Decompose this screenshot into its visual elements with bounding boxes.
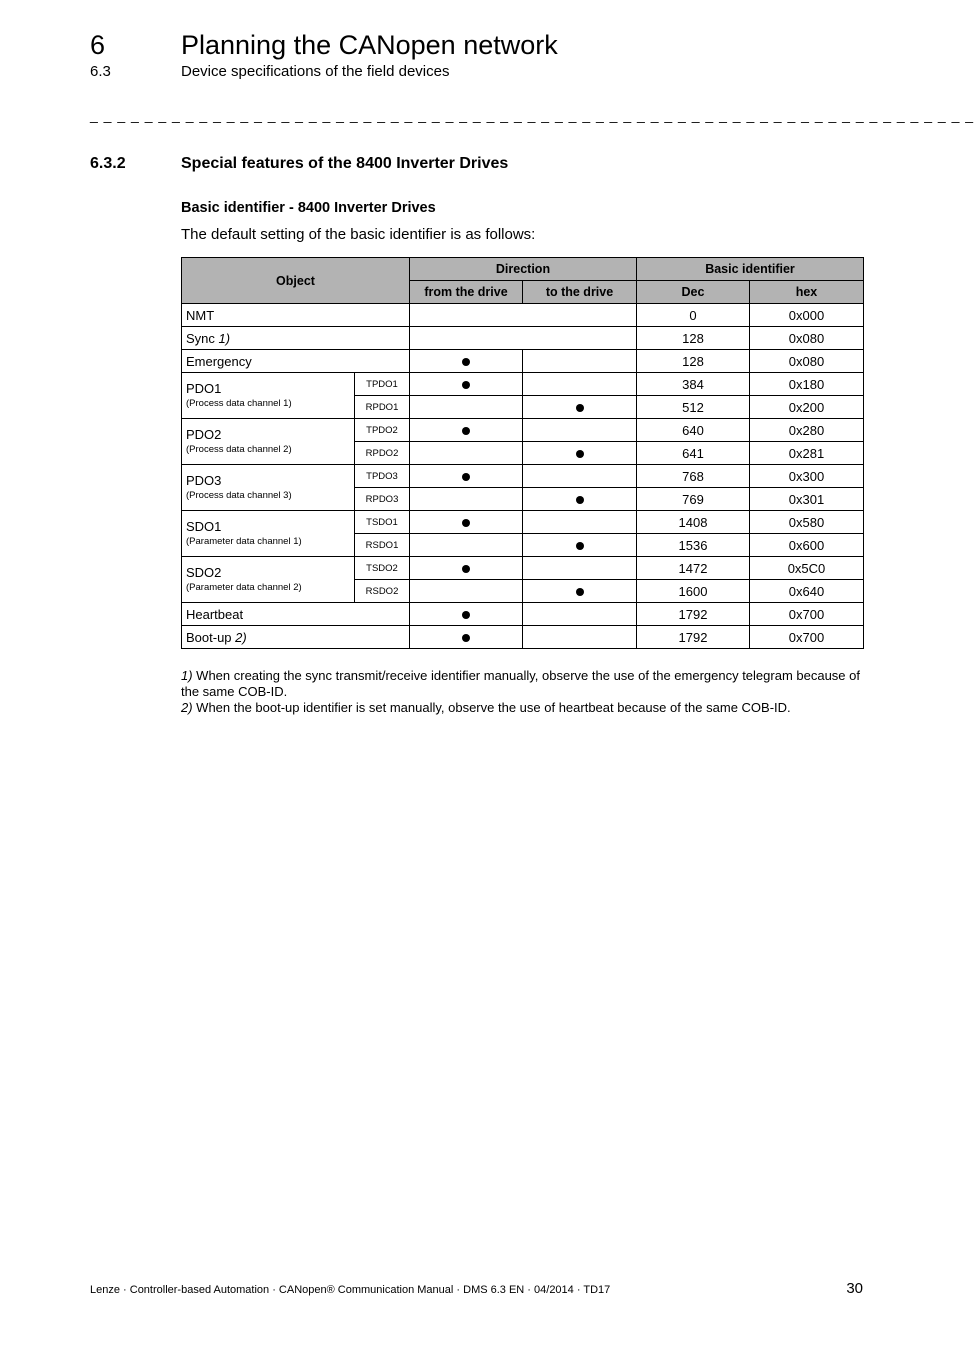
object-cell: Heartbeat xyxy=(182,603,410,626)
hex-cell: 0x301 xyxy=(750,488,864,511)
from-drive-cell xyxy=(410,373,523,396)
to-drive-cell xyxy=(523,511,637,534)
dec-cell: 640 xyxy=(637,419,750,442)
bullet-icon xyxy=(462,427,470,435)
object-cell xyxy=(182,557,355,603)
section-title: Device specifications of the field devices xyxy=(181,63,450,80)
dec-cell: 1536 xyxy=(637,534,750,557)
table-row xyxy=(182,603,864,626)
from-drive-cell xyxy=(410,488,523,511)
page-footer: Lenze · Controller-based Automation · CANopen® Communication Manual · DMS 6.3 EN · 04/2014 · TD17 xyxy=(90,1284,611,1296)
footnote-2-mark: 2) xyxy=(181,700,193,715)
table-row xyxy=(182,465,864,488)
header-direction: Direction xyxy=(410,258,637,281)
from-drive-cell xyxy=(410,419,523,442)
bullet-icon xyxy=(576,450,584,458)
object-description: (Process data channel 2) xyxy=(186,444,292,455)
footnote-1-text: When creating the sync transmit/receive identifier manually, observe the use of the emergency telegram because of the same COB-ID. xyxy=(181,668,860,699)
page-number: 30 xyxy=(846,1280,863,1297)
footnote-1-mark: 1) xyxy=(181,668,193,683)
sub-object-cell: RPDO3 xyxy=(355,488,410,511)
to-drive-cell xyxy=(523,488,637,511)
bullet-icon xyxy=(576,588,584,596)
footnote-ref: 2) xyxy=(235,629,247,645)
bullet-icon xyxy=(462,565,470,573)
dec-cell: 641 xyxy=(637,442,750,465)
dec-cell: 128 xyxy=(637,350,750,373)
object-label: PDO1 xyxy=(186,381,222,396)
from-drive-cell xyxy=(410,511,523,534)
to-drive-cell xyxy=(523,626,637,649)
header-object: Object xyxy=(182,258,410,304)
dec-cell: 384 xyxy=(637,373,750,396)
table-row xyxy=(182,511,864,534)
hex-cell: 0x700 xyxy=(750,603,864,626)
subsection-number: 6.3.2 xyxy=(90,155,126,172)
from-drive-cell xyxy=(410,465,523,488)
to-drive-cell xyxy=(523,419,637,442)
object-label: PDO2 xyxy=(186,427,222,442)
from-drive-cell xyxy=(410,580,523,603)
bullet-icon xyxy=(462,519,470,527)
object-cell xyxy=(182,373,355,419)
bullet-icon xyxy=(576,496,584,504)
hex-cell: 0x281 xyxy=(750,442,864,465)
table-row xyxy=(182,373,864,396)
to-drive-cell xyxy=(523,442,637,465)
bullet-icon xyxy=(576,542,584,550)
dec-cell: 1408 xyxy=(637,511,750,534)
sub-object-cell: RSDO1 xyxy=(355,534,410,557)
dec-cell: 769 xyxy=(637,488,750,511)
from-drive-cell xyxy=(410,442,523,465)
header-dec: Dec xyxy=(637,281,750,304)
object-cell: Emergency xyxy=(182,350,410,373)
dec-cell: 512 xyxy=(637,396,750,419)
hex-cell: 0x700 xyxy=(750,626,864,649)
hex-cell: 0x580 xyxy=(750,511,864,534)
sub-object-cell: TSDO2 xyxy=(355,557,410,580)
object-cell xyxy=(182,511,355,557)
basic-identifier-table xyxy=(181,257,864,649)
hex-cell: 0x080 xyxy=(750,327,864,350)
hex-cell: 0x640 xyxy=(750,580,864,603)
bullet-icon xyxy=(576,404,584,412)
chapter-number: 6 xyxy=(90,30,106,60)
table-row xyxy=(182,626,864,649)
table-row xyxy=(182,419,864,442)
object-cell xyxy=(182,419,355,465)
object-description: (Process data channel 1) xyxy=(186,398,292,409)
hex-cell: 0x180 xyxy=(750,373,864,396)
object-description: (Parameter data channel 2) xyxy=(186,582,302,593)
hex-cell: 0x080 xyxy=(750,350,864,373)
object-label: Boot-up xyxy=(186,629,232,645)
object-cell xyxy=(182,327,410,350)
from-drive-cell xyxy=(410,626,523,649)
table-row xyxy=(182,350,864,373)
sub-object-cell: RSDO2 xyxy=(355,580,410,603)
direction-cell-empty xyxy=(410,327,637,350)
to-drive-cell xyxy=(523,465,637,488)
to-drive-cell xyxy=(523,350,637,373)
object-label: Sync xyxy=(186,330,215,346)
bullet-icon xyxy=(462,611,470,619)
to-drive-cell xyxy=(523,557,637,580)
sub-object-cell: RPDO2 xyxy=(355,442,410,465)
hex-cell: 0x5C0 xyxy=(750,557,864,580)
hex-cell: 0x200 xyxy=(750,396,864,419)
header-to-drive: to the drive xyxy=(523,281,637,304)
table-row xyxy=(182,327,864,350)
direction-cell-empty xyxy=(410,304,637,327)
object-label: SDO1 xyxy=(186,519,222,534)
object-description: (Parameter data channel 1) xyxy=(186,536,302,547)
header-from-drive: from the drive xyxy=(410,281,523,304)
hex-cell: 0x280 xyxy=(750,419,864,442)
hex-cell: 0x300 xyxy=(750,465,864,488)
from-drive-cell xyxy=(410,350,523,373)
sub-object-cell: TPDO1 xyxy=(355,373,410,396)
paragraph-text: The default setting of the basic identifier is as follows: xyxy=(181,226,536,243)
to-drive-cell xyxy=(523,373,637,396)
dec-cell: 1792 xyxy=(637,603,750,626)
from-drive-cell xyxy=(410,557,523,580)
footnote-1 xyxy=(181,668,863,700)
hex-cell: 0x000 xyxy=(750,304,864,327)
dec-cell: 768 xyxy=(637,465,750,488)
section-number: 6.3 xyxy=(90,63,111,80)
bullet-icon xyxy=(462,381,470,389)
footnote-2-text: When the boot-up identifier is set manually, observe the use of heartbeat because of the same COB-ID. xyxy=(192,700,791,715)
from-drive-cell xyxy=(410,603,523,626)
dec-cell: 1600 xyxy=(637,580,750,603)
sub-object-cell: RPDO1 xyxy=(355,396,410,419)
object-cell: NMT xyxy=(182,304,410,327)
dec-cell: 1792 xyxy=(637,626,750,649)
footnotes xyxy=(181,668,863,716)
bullet-icon xyxy=(462,634,470,642)
hex-cell: 0x600 xyxy=(750,534,864,557)
dec-cell: 128 xyxy=(637,327,750,350)
header-basic-identifier: Basic identifier xyxy=(637,258,864,281)
to-drive-cell xyxy=(523,396,637,419)
footnote-ref: 1) xyxy=(218,330,231,346)
paragraph-heading: Basic identifier - 8400 Inverter Drives xyxy=(181,200,436,216)
object-description: (Process data channel 3) xyxy=(186,490,292,501)
header-hex: hex xyxy=(750,281,864,304)
bullet-icon xyxy=(462,473,470,481)
table-row xyxy=(182,304,864,327)
footnote-2 xyxy=(181,700,863,716)
to-drive-cell xyxy=(523,534,637,557)
object-cell xyxy=(182,626,410,649)
table-row xyxy=(182,557,864,580)
object-label: SDO2 xyxy=(186,565,222,580)
sub-object-cell: TPDO2 xyxy=(355,419,410,442)
subsection-title: Special features of the 8400 Inverter Drives xyxy=(181,155,509,172)
bullet-icon xyxy=(462,358,470,366)
from-drive-cell xyxy=(410,396,523,419)
sub-object-cell: TSDO1 xyxy=(355,511,410,534)
to-drive-cell xyxy=(523,580,637,603)
header-separator: _ _ _ _ _ _ _ _ _ _ _ _ _ _ _ _ _ _ _ _ _ _ _ _ _ _ _ _ _ _ _ _ _ _ _ _ _ _ _ _ _ _ _ _ _ _ _ _ _ _ _ _ _ _ _ _ _ _ _ _ _ _ _ _ _ xyxy=(90,107,974,123)
chapter-title: Planning the CANopen network xyxy=(181,30,558,60)
dec-cell: 1472 xyxy=(637,557,750,580)
object-cell xyxy=(182,465,355,511)
object-label: PDO3 xyxy=(186,473,222,488)
from-drive-cell xyxy=(410,534,523,557)
sub-object-cell: TPDO3 xyxy=(355,465,410,488)
dec-cell: 0 xyxy=(637,304,750,327)
to-drive-cell xyxy=(523,603,637,626)
